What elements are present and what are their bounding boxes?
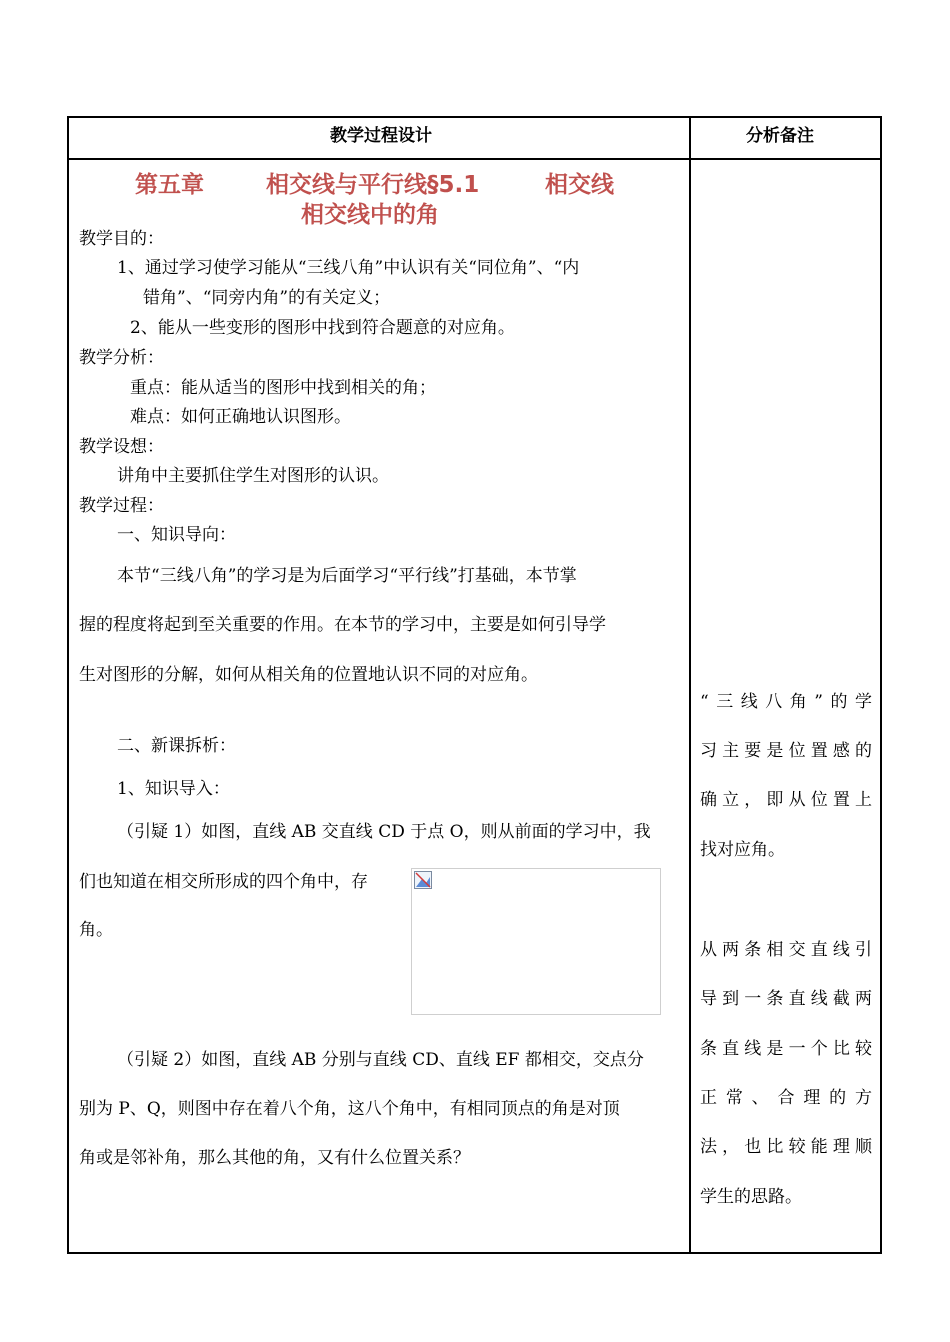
question-2-line-2: 别为 P、Q，则图中存在着八个角，这八个角中，有相同顶点的角是对顶 [79, 1099, 620, 1119]
table-border-right [880, 116, 882, 1254]
note-2-line-4: 正常、合理的方 [700, 1088, 872, 1108]
note-2-line-3: 条直线是一个比较 [700, 1039, 872, 1059]
note-1-line-1: “三线八角”的学 [700, 692, 872, 712]
goal-item-1: 1、通过学习使学习能从“三线八角”中认识有关“同位角”、“内 [117, 258, 580, 278]
process-heading: 教学过程： [79, 496, 164, 516]
analysis-key-point: 重点：能从适当的图形中找到相关的角； [130, 378, 436, 398]
goal-item-2: 2、能从一些变形的图形中找到符合题意的对应角。 [130, 318, 515, 338]
knowledge-intro: 1、知识导入： [117, 779, 230, 799]
chapter-label: 第五章 [135, 172, 204, 198]
goals-heading: 教学目的： [79, 229, 164, 249]
note-1-line-3: 确立，即从位置上 [700, 790, 872, 810]
broken-image-icon [414, 871, 432, 889]
section-title: 相交线 [545, 172, 614, 198]
process-paragraph-line-2: 握的程度将起到至关重要的作用。在本节的学习中，主要是如何引导学 [79, 615, 606, 635]
table-border-left [67, 116, 69, 1254]
question-1-line-3: 角。 [79, 920, 113, 940]
table-border-top [67, 116, 882, 118]
chapter-title: 相交线与平行线§5.1 [266, 172, 480, 198]
analysis-difficult-point: 难点：如何正确地认识图形。 [130, 407, 351, 427]
question-1-line-1: （引疑 1）如图，直线 AB 交直线 CD 于点 O，则从前面的学习中，我 [117, 822, 651, 842]
process-paragraph-line-1: 本节“三线八角”的学习是为后面学习“平行线”打基础，本节掌 [117, 566, 577, 586]
header-col-analysis-notes: 分析备注 [746, 126, 814, 146]
question-2-line-1: （引疑 2）如图，直线 AB 分别与直线 CD、直线 EF 都相交，交点分 [117, 1050, 644, 1070]
note-2-line-2: 导到一条直线截两 [700, 989, 872, 1009]
note-2-line-5: 法，也比较能理顺 [700, 1137, 872, 1157]
lesson-title: 相交线中的角 [301, 202, 439, 228]
lesson-table [67, 116, 882, 1254]
table-column-divider [689, 116, 691, 1254]
goal-item-1-cont: 错角”、“同旁内角”的有关定义； [143, 288, 391, 308]
table-border-bottom [67, 1252, 882, 1254]
note-1-line-4: 找对应角。 [700, 840, 785, 860]
note-2-line-1: 从两条相交直线引 [700, 940, 872, 960]
question-2-line-3: 角或是邻补角，那么其他的角，又有什么位置关系？ [79, 1148, 470, 1168]
note-1-line-2: 习主要是位置感的 [700, 741, 872, 761]
question-1-line-2a: 们也知道在相交所形成的四个角中，存 [79, 872, 368, 892]
idea-heading: 教学设想： [79, 437, 164, 457]
header-col-teaching-design: 教学过程设计 [330, 126, 432, 146]
analysis-heading: 教学分析： [79, 348, 164, 368]
figure-1-image [411, 868, 661, 1015]
process-paragraph-line-3: 生对图形的分解，如何从相关角的位置地认识不同的对应角。 [79, 665, 538, 685]
table-header-divider [67, 158, 882, 160]
idea-text: 讲角中主要抓住学生对图形的认识。 [117, 466, 389, 486]
process-part-2: 二、新课拆析： [117, 736, 236, 756]
note-2-line-6: 学生的思路。 [700, 1187, 802, 1207]
process-part-1: 一、知识导向： [117, 525, 236, 545]
